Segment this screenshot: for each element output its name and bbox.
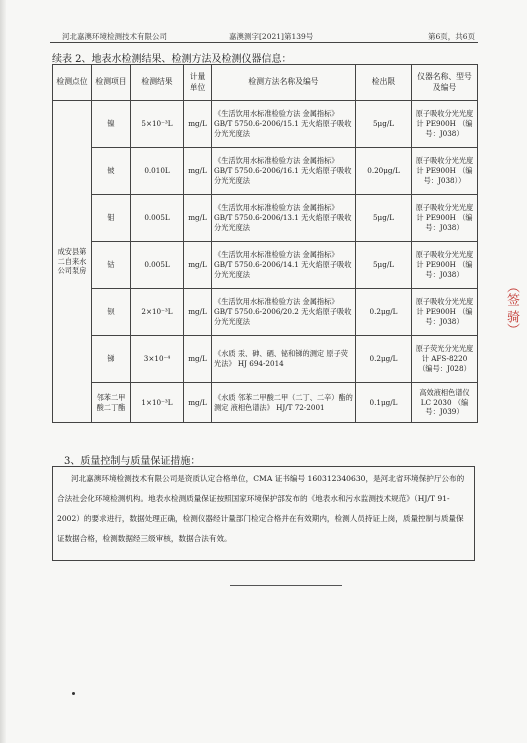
section2-title: 续表 2、地表水检测结果、检测方法及检测仪器信息： <box>52 54 292 65</box>
instrument-cell: 原子吸收分光光度计 PE900H （编号：J038） <box>412 195 478 242</box>
item-cell: 锑 <box>92 336 131 383</box>
table-row <box>53 383 478 423</box>
col-header: 检测点位 <box>53 65 92 101</box>
limit-cell: 0.2μg/L <box>356 289 412 336</box>
unit-cell: mg/L <box>184 148 212 195</box>
col-header: 计量单位 <box>184 65 212 101</box>
method-cell: 《生活饮用水标准检验方法 金属指标》GB/T 5750.6-2006/20.2 无火焰原子吸收分光光度法 <box>212 289 356 336</box>
method-cell: 《生活饮用水标准检验方法 金属指标》 GB/T 5750.6-2006/15.1 无火焰原子吸收分光光度法 <box>212 101 356 148</box>
item-cell: 钴 <box>92 242 131 289</box>
item-cell: 钼 <box>92 195 131 242</box>
instrument-cell: 原子吸收分光光度计 PE900H （编号：J038） <box>412 289 478 336</box>
limit-cell: 5μg/L <box>356 195 412 242</box>
table-row <box>53 336 478 383</box>
scan-dot <box>72 692 75 695</box>
method-cell: 《生活饮用水标准检验方法 金属指标》 GB/T 5750.6-2006/13.1 无火焰原子吸收分光光度法 <box>212 195 356 242</box>
limit-cell: 0.20μg/L <box>356 148 412 195</box>
table-row <box>53 101 478 148</box>
unit-cell: mg/L <box>184 242 212 289</box>
result-cell: 1×10⁻³L <box>131 383 184 423</box>
result-cell: 0.005L <box>131 195 184 242</box>
header-company: 河北嘉澳环境检测技术有限公司 <box>62 32 167 41</box>
col-header: 仪器名称、型号及编号 <box>412 65 478 101</box>
instrument-cell: 高效液相色谱仪 LC 2030 （编号：J039） <box>412 383 478 423</box>
result-cell: 2×10⁻³L <box>131 289 184 336</box>
method-cell: 《生活饮用水标准检验方法 金属指标》 GB/T 5750.6-2006/14.1 无火焰原子吸收分光光度法 <box>212 242 356 289</box>
instrument-cell: 原子吸收分光光度计 PE900H （编号：J038）） <box>412 148 478 195</box>
col-header: 检出限 <box>356 65 412 101</box>
col-header: 检测项目 <box>92 65 131 101</box>
result-cell: 0.005L <box>131 242 184 289</box>
page-edge <box>0 0 6 743</box>
item-cell: 钡 <box>92 289 131 336</box>
header-page: 第6页，共6页 <box>427 32 475 41</box>
item-cell: 铍 <box>92 148 131 195</box>
results-table <box>52 64 478 423</box>
method-cell: 《水质 邻苯二甲酸二甲（二丁、二辛）酯的测定 液相色谱法》 HJ/T 72-2001 <box>212 383 356 423</box>
result-cell: 3×10⁻⁴ <box>131 336 184 383</box>
col-header: 检测结果 <box>131 65 184 101</box>
unit-cell: mg/L <box>184 383 212 423</box>
method-cell: 《生活饮用水标准检验方法 金属指标》 GB/T 5750.6-2006/16.1 无火焰原子吸收分光光度法 <box>212 148 356 195</box>
table-row <box>53 242 478 289</box>
item-cell: 邻苯二甲酸二丁酯 <box>92 383 131 423</box>
item-cell: 镍 <box>92 101 131 148</box>
table-row <box>53 195 478 242</box>
unit-cell: mg/L <box>184 289 212 336</box>
quality-statement: 河北嘉澳环境检测技术有限公司是资质认定合格单位，CMA 证书编号 160312340630，是河北省环境保护厅公布的合法社会化环境检测机构。地表水检测质量保证按照国家环境保护部发布的《地表水和污水监测技术规范》（HJ/T 91-2002）的要求进行，数据处理正确，检测仪器经计量部门检定合格并在有效期内，检测人员持证上岗，质量控制与质量保证数据合格，检测数据经三级审核，数据合法有效。 <box>52 466 475 561</box>
header-report-no: 嘉澳测字[2021]第139号 <box>229 32 314 41</box>
limit-cell: 5μg/L <box>356 242 412 289</box>
instrument-cell: 原子吸收分光光度计 PE900H （编号：J038） <box>412 242 478 289</box>
table-header-row <box>53 65 478 101</box>
unit-cell: mg/L <box>184 336 212 383</box>
section3-title: 3、质量控制与质量保证措施： <box>64 456 201 467</box>
table-row <box>53 148 478 195</box>
result-cell: 0.010L <box>131 148 184 195</box>
seam-stamp-mark: （签 骑） <box>504 280 519 337</box>
header-rule <box>50 42 478 43</box>
limit-cell: 0.2μg/L <box>356 336 412 383</box>
unit-cell: mg/L <box>184 195 212 242</box>
instrument-cell: 原子荧光分光光度计 AFS-8220 （编号：J028） <box>412 336 478 383</box>
result-cell: 5×10⁻³L <box>131 101 184 148</box>
instrument-cell: 原子吸收分光光度计 PE900H （编号：J038） <box>412 101 478 148</box>
table-row <box>53 289 478 336</box>
method-cell: 《水质 汞、砷、硒、铋和锑的测定 原子荧光法》 HJ 694-2014 <box>212 336 356 383</box>
limit-cell: 0.1μg/L <box>356 383 412 423</box>
col-header: 检测方法名称及编号 <box>212 65 356 101</box>
end-rule <box>230 585 342 586</box>
location-cell: 成安县第二自来水公司泵房 <box>53 101 92 423</box>
limit-cell: 5μg/L <box>356 101 412 148</box>
unit-cell: mg/L <box>184 101 212 148</box>
